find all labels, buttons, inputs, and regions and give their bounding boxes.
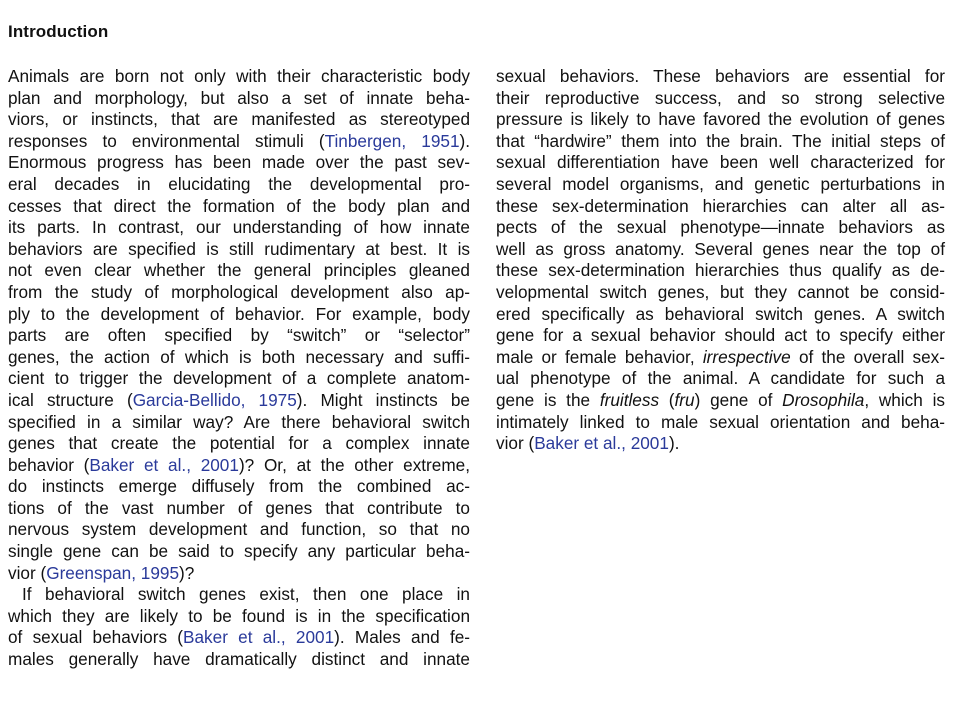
text-line — [8, 217, 470, 239]
text-run: parts are often specified by “switch” or “selector” — [8, 325, 470, 346]
text-run: gene for a sexual behavior should act to specify either — [496, 325, 945, 346]
text-run: ered specifically as behavioral switch genes. A switch — [496, 303, 945, 324]
text-run: behavior ( — [8, 454, 90, 475]
text-run: genes, the action of which is both necessary and suffi- — [8, 346, 470, 367]
italic-term: fruitless — [599, 389, 660, 410]
text-line — [8, 563, 470, 585]
text-line — [8, 649, 470, 671]
text-run: well as gross anatomy. Several genes near the top of — [496, 238, 945, 259]
text-run: tions of the vast number of genes that contribute to — [8, 497, 470, 518]
text-line — [496, 196, 945, 218]
text-run: specified in a similar way? Are there behavioral switch — [8, 411, 470, 432]
text-line — [496, 239, 945, 261]
text-run: sexual differentiation have been well characterized for — [496, 152, 945, 173]
text-run: pressure is likely to have favored the evolution of genes — [496, 109, 945, 130]
text-run: ). — [459, 130, 471, 151]
text-run: single gene can be said to specify any particular beha- — [8, 541, 470, 562]
text-line — [8, 368, 470, 390]
text-line — [496, 368, 945, 390]
text-line — [8, 584, 470, 606]
text-run: their reproductive success, and so strong selective — [496, 87, 945, 108]
text-run: behaviors are specified is still rudimentary at best. It is — [8, 238, 470, 259]
text-line — [8, 282, 470, 304]
text-run: that “hardwire” them into the brain. The initial steps of — [496, 130, 945, 151]
text-line — [8, 412, 470, 434]
text-line — [8, 196, 470, 218]
text-run: ) gene of — [694, 389, 783, 410]
citation-link[interactable]: Tinbergen, 1951 — [324, 130, 460, 151]
text-run: genes that create the potential for a complex innate — [8, 433, 470, 454]
text-line — [8, 260, 470, 282]
text-run: ). Might instincts be — [296, 389, 470, 410]
text-line — [496, 66, 945, 88]
text-line — [8, 541, 470, 563]
text-run: nervous system development and function, so that no — [8, 519, 470, 540]
text-run: ical structure ( — [8, 389, 133, 410]
text-run: pects of the sexual phenotype—innate behaviors as — [496, 217, 945, 238]
text-run: which they are likely to be found is in the specification — [8, 605, 470, 626]
text-line — [496, 260, 945, 282]
text-line — [8, 304, 470, 326]
citation-link[interactable]: Garcia-Bellido, 1975 — [132, 389, 297, 410]
text-run: male or female behavior, — [496, 346, 703, 367]
text-line — [8, 131, 470, 153]
italic-term: Drosophila — [782, 389, 865, 410]
text-line — [8, 433, 470, 455]
text-line — [8, 476, 470, 498]
text-line — [496, 433, 945, 455]
text-run: velopmental switch genes, but they cannot be consid- — [496, 281, 945, 302]
text-line — [496, 109, 945, 131]
text-run: from the study of morphological development also ap- — [8, 281, 470, 302]
text-line — [8, 455, 470, 477]
text-run: cesses that direct the formation of the body plan and — [8, 195, 470, 216]
text-run: ( — [659, 389, 675, 410]
text-line — [8, 66, 470, 88]
text-run: Enormous progress has been made over the past sev- — [8, 152, 470, 173]
text-line — [8, 174, 470, 196]
text-line — [496, 325, 945, 347]
text-run: these sex-determination hierarchies can alter all as- — [496, 195, 945, 216]
citation-link[interactable]: Baker et al., 2001 — [89, 454, 239, 475]
right-column — [496, 66, 945, 455]
text-run: these sex-determination hierarchies thus qualify as de- — [496, 260, 945, 281]
text-line — [8, 498, 470, 520]
text-line — [496, 174, 945, 196]
citation-link[interactable]: Baker et al., 2001 — [183, 627, 335, 648]
text-line — [8, 519, 470, 541]
text-run: ual phenotype of the animal. A candidate for such a — [496, 368, 945, 389]
text-run: responses to environmental stimuli ( — [8, 130, 325, 151]
text-run: gene is the — [496, 389, 600, 410]
text-run: sexual behaviors. These behaviors are essential for — [496, 66, 945, 86]
text-run: vior ( — [496, 433, 535, 454]
text-line — [8, 152, 470, 174]
text-run: eral decades in elucidating the developmental pro- — [8, 173, 470, 194]
text-line — [496, 347, 945, 369]
text-run: plan and morphology, but also a set of innate beha- — [8, 87, 470, 108]
text-run: ). Males and fe- — [334, 627, 470, 648]
text-run: not even clear whether the general principles gleaned — [8, 260, 470, 281]
text-run: ). — [668, 433, 680, 454]
text-run: ply to the development of behavior. For example, body — [8, 303, 470, 324]
text-line — [496, 88, 945, 110]
text-line — [496, 390, 945, 412]
text-line — [496, 412, 945, 434]
left-column — [8, 66, 470, 671]
italic-term: fru — [674, 389, 695, 410]
text-run: several model organisms, and genetic perturbations in — [496, 173, 945, 194]
text-line — [496, 152, 945, 174]
text-run: viors, or instincts, that are manifested as stereotyped — [8, 109, 470, 130]
text-run: vior ( — [8, 562, 47, 583]
text-run: )? — [179, 562, 195, 583]
text-line — [8, 606, 470, 628]
citation-link[interactable]: Greenspan, 1995 — [46, 562, 180, 583]
text-line — [496, 304, 945, 326]
text-line — [496, 282, 945, 304]
text-run: do instincts emerge diffusely from the combined ac- — [8, 476, 470, 497]
text-line — [8, 347, 470, 369]
text-line — [8, 88, 470, 110]
text-line — [8, 239, 470, 261]
text-run: )? Or, at the other extreme, — [238, 454, 470, 475]
text-run: of sexual behaviors ( — [8, 627, 184, 648]
section-heading: Introduction — [8, 22, 109, 41]
citation-link[interactable]: Baker et al., 2001 — [534, 433, 669, 454]
text-run: males generally have dramatically distinct and innate — [8, 649, 470, 670]
text-run: cient to trigger the development of a complete anatom- — [8, 368, 470, 389]
text-run: intimately linked to male sexual orientation and beha- — [496, 411, 945, 432]
text-line — [8, 390, 470, 412]
text-line — [496, 131, 945, 153]
text-run: , which is — [864, 389, 945, 410]
text-line — [8, 109, 470, 131]
text-run: its parts. In contrast, our understanding of how innate — [8, 217, 470, 238]
text-run: of the overall sex- — [790, 346, 945, 367]
text-run: Animals are born not only with their characteristic body — [8, 66, 470, 86]
text-run: If behavioral switch genes exist, then one place in — [22, 584, 470, 605]
italic-term: irrespective — [702, 346, 791, 367]
text-line — [496, 217, 945, 239]
text-line — [8, 325, 470, 347]
text-line — [8, 627, 470, 649]
